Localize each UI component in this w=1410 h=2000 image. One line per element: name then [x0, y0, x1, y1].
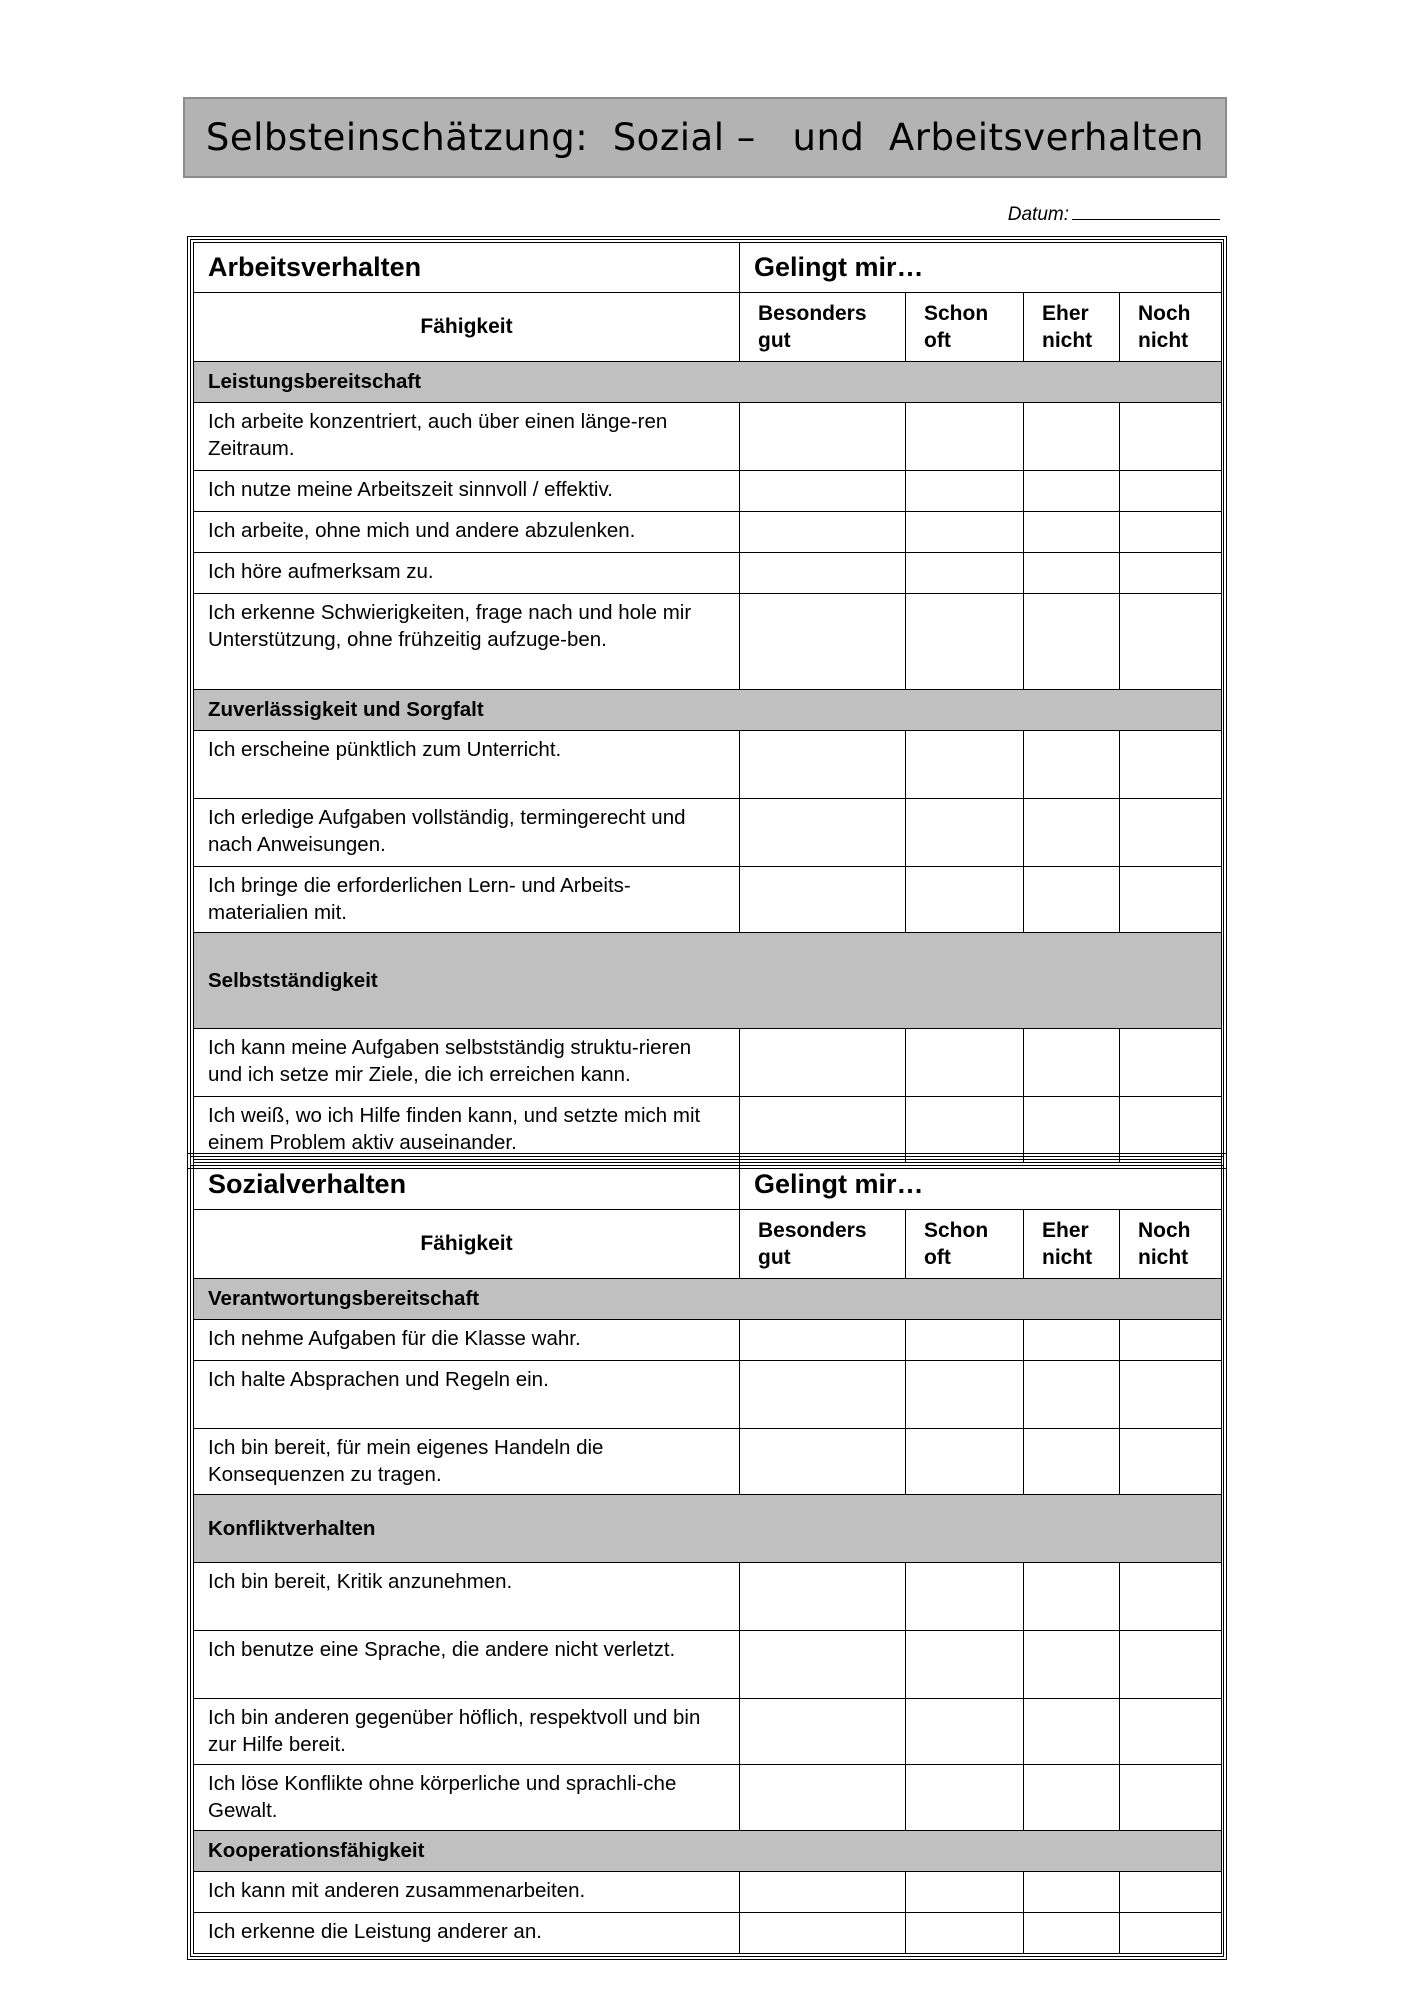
rating-cell[interactable] — [1024, 1563, 1120, 1631]
statement-text: Ich arbeite, ohne mich und andere abzulenken. — [194, 512, 740, 553]
statement-text: Ich kann meine Aufgaben selbstständig struktu-rieren und ich setze mir Ziele, die ich erreichen kann. — [194, 1029, 740, 1097]
rating-cell[interactable] — [1120, 1320, 1222, 1361]
rating-cell[interactable] — [740, 1699, 906, 1765]
category-label: Selbstständigkeit — [194, 933, 1222, 1029]
rating-cell[interactable] — [1024, 553, 1120, 594]
statement-row — [194, 1699, 1222, 1765]
rating-cell[interactable] — [740, 799, 906, 867]
category-row — [194, 362, 1222, 403]
rating-cell[interactable] — [1024, 1765, 1120, 1831]
category-label: Konfliktverhalten — [194, 1495, 1222, 1563]
rating-cell[interactable] — [1024, 799, 1120, 867]
statement-text: Ich nutze meine Arbeitszeit sinnvoll / effektiv. — [194, 471, 740, 512]
statement-text: Ich bin bereit, für mein eigenes Handeln die Konsequenzen zu tragen. — [194, 1429, 740, 1495]
rating-cell[interactable] — [1024, 1631, 1120, 1699]
rating-column-header: Eher nicht — [1024, 1210, 1120, 1279]
rating-cell[interactable] — [906, 1913, 1024, 1954]
rating-cell[interactable] — [906, 1765, 1024, 1831]
statement-text: Ich arbeite konzentriert, auch über einen länge-ren Zeitraum. — [194, 403, 740, 471]
rating-cell[interactable] — [1120, 512, 1222, 553]
rating-cell[interactable] — [906, 1631, 1024, 1699]
rating-cell[interactable] — [906, 1872, 1024, 1913]
rating-cell[interactable] — [906, 471, 1024, 512]
rating-column-header: Schon oft — [906, 1210, 1024, 1279]
rating-cell[interactable] — [906, 403, 1024, 471]
rating-cell[interactable] — [740, 1872, 906, 1913]
rating-cell[interactable] — [906, 594, 1024, 690]
rating-cell[interactable] — [906, 553, 1024, 594]
rating-cell[interactable] — [1024, 1029, 1120, 1097]
rating-cell[interactable] — [1024, 471, 1120, 512]
sozialverhalten-table — [187, 1153, 1227, 1960]
rating-cell[interactable] — [1120, 1361, 1222, 1429]
statement-row — [194, 1029, 1222, 1097]
rating-cell[interactable] — [906, 1563, 1024, 1631]
rating-cell[interactable] — [1120, 1913, 1222, 1954]
date-blank-line[interactable] — [1072, 203, 1220, 220]
rating-cell[interactable] — [740, 471, 906, 512]
rating-cell[interactable] — [1024, 1429, 1120, 1495]
statement-row — [194, 1361, 1222, 1429]
statement-row — [194, 799, 1222, 867]
rating-column-header: Schon oft — [906, 293, 1024, 362]
category-label: Verantwortungsbereitschaft — [194, 1279, 1222, 1320]
rating-cell[interactable] — [1120, 799, 1222, 867]
statement-row — [194, 867, 1222, 933]
rating-cell[interactable] — [740, 403, 906, 471]
rating-cell[interactable] — [906, 1429, 1024, 1495]
statement-text: Ich kann mit anderen zusammenarbeiten. — [194, 1872, 740, 1913]
rating-cell[interactable] — [1024, 1913, 1120, 1954]
rating-cell[interactable] — [740, 512, 906, 553]
statement-row — [194, 1320, 1222, 1361]
rating-cell[interactable] — [1120, 1765, 1222, 1831]
statement-text: Ich höre aufmerksam zu. — [194, 553, 740, 594]
category-label: Zuverlässigkeit und Sorgfalt — [194, 690, 1222, 731]
rating-cell[interactable] — [1120, 1699, 1222, 1765]
section-heading: Sozialverhalten — [194, 1160, 740, 1210]
statement-text: Ich nehme Aufgaben für die Klasse wahr. — [194, 1320, 740, 1361]
column-header-row — [194, 1210, 1222, 1279]
rating-cell[interactable] — [1120, 1631, 1222, 1699]
statement-text: Ich erkenne die Leistung anderer an. — [194, 1913, 740, 1954]
statement-row — [194, 512, 1222, 553]
statement-row — [194, 403, 1222, 471]
rating-cell[interactable] — [740, 731, 906, 799]
rating-cell[interactable] — [1120, 1872, 1222, 1913]
statement-text: Ich erkenne Schwierigkeiten, frage nach und hole mir Unterstützung, ohne frühzeitig aufzuge-ben. — [194, 594, 740, 690]
statement-row — [194, 731, 1222, 799]
rating-cell[interactable] — [1024, 867, 1120, 933]
rating-cell[interactable] — [1024, 403, 1120, 471]
rating-cell[interactable] — [1024, 1320, 1120, 1361]
category-row — [194, 933, 1222, 1029]
statement-row — [194, 1913, 1222, 1954]
statement-text: Ich bin bereit, Kritik anzunehmen. — [194, 1563, 740, 1631]
statement-text: Ich bringe die erforderlichen Lern- und Arbeits-materialien mit. — [194, 867, 740, 933]
rating-cell[interactable] — [1120, 731, 1222, 799]
column-header-row — [194, 293, 1222, 362]
rating-column-header: Noch nicht — [1120, 293, 1222, 362]
rating-column-header: Noch nicht — [1120, 1210, 1222, 1279]
rating-cell[interactable] — [740, 1029, 906, 1097]
category-row — [194, 690, 1222, 731]
rating-cell[interactable] — [906, 867, 1024, 933]
rating-cell[interactable] — [1120, 1429, 1222, 1495]
page-title: Selbsteinschätzung: Sozial – und Arbeitsverhalten — [205, 116, 1205, 159]
rating-cell[interactable] — [1024, 1872, 1120, 1913]
faehigkeit-header: Fähigkeit — [194, 1210, 740, 1279]
rating-cell[interactable] — [1024, 731, 1120, 799]
title-banner — [183, 97, 1227, 178]
rating-cell[interactable] — [740, 594, 906, 690]
rating-cell[interactable] — [906, 1320, 1024, 1361]
arbeitsverhalten-table — [187, 236, 1227, 1169]
rating-cell[interactable] — [740, 1913, 906, 1954]
rating-cell[interactable] — [906, 1361, 1024, 1429]
rating-cell[interactable] — [740, 553, 906, 594]
rating-cell[interactable] — [906, 799, 1024, 867]
rating-cell[interactable] — [1120, 553, 1222, 594]
statement-row — [194, 1765, 1222, 1831]
statement-row — [194, 594, 1222, 690]
statement-row — [194, 1429, 1222, 1495]
rating-column-header: Eher nicht — [1024, 293, 1120, 362]
rating-cell[interactable] — [1024, 1361, 1120, 1429]
rating-cell[interactable] — [740, 1320, 906, 1361]
statement-text: Ich halte Absprachen und Regeln ein. — [194, 1361, 740, 1429]
rating-cell[interactable] — [740, 1361, 906, 1429]
rating-cell[interactable] — [906, 1029, 1024, 1097]
rating-cell[interactable] — [1024, 594, 1120, 690]
rating-cell[interactable] — [906, 512, 1024, 553]
category-row — [194, 1831, 1222, 1872]
category-label: Kooperationsfähigkeit — [194, 1831, 1222, 1872]
rating-cell[interactable] — [1120, 403, 1222, 471]
statement-text: Ich löse Konflikte ohne körperliche und sprachli-che Gewalt. — [194, 1765, 740, 1831]
statement-row — [194, 1563, 1222, 1631]
gelingt-heading: Gelingt mir… — [740, 243, 1222, 293]
rating-cell[interactable] — [740, 1765, 906, 1831]
category-row — [194, 1495, 1222, 1563]
rating-cell[interactable] — [1120, 1029, 1222, 1097]
statement-row — [194, 1872, 1222, 1913]
rating-cell[interactable] — [1120, 867, 1222, 933]
statement-text: Ich weiß, wo ich Hilfe finden kann, und setzte mich mit einem Problem aktiv auseinander. — [194, 1097, 740, 1163]
category-label: Leistungsbereitschaft — [194, 362, 1222, 403]
date-field — [1000, 203, 1220, 226]
heading-row — [194, 1160, 1222, 1210]
statement-text: Ich erscheine pünktlich zum Unterricht. — [194, 731, 740, 799]
section-heading: Arbeitsverhalten — [194, 243, 740, 293]
rating-cell[interactable] — [740, 867, 906, 933]
rating-column-header: Besonders gut — [740, 293, 906, 362]
rating-cell[interactable] — [1024, 512, 1120, 553]
rating-cell[interactable] — [906, 731, 1024, 799]
category-row — [194, 1279, 1222, 1320]
statement-text: Ich bin anderen gegenüber höflich, respektvoll und bin zur Hilfe bereit. — [194, 1699, 740, 1765]
statement-row — [194, 1631, 1222, 1699]
rating-cell[interactable] — [906, 1699, 1024, 1765]
rating-cell[interactable] — [740, 1563, 906, 1631]
rating-cell[interactable] — [1120, 1563, 1222, 1631]
statement-row — [194, 471, 1222, 512]
gelingt-heading: Gelingt mir… — [740, 1160, 1222, 1210]
rating-cell[interactable] — [740, 1631, 906, 1699]
rating-column-header: Besonders gut — [740, 1210, 906, 1279]
statement-row — [194, 553, 1222, 594]
date-label: Datum: — [1007, 204, 1069, 225]
heading-row — [194, 243, 1222, 293]
faehigkeit-header: Fähigkeit — [194, 293, 740, 362]
rating-cell[interactable] — [1120, 471, 1222, 512]
statement-text: Ich erledige Aufgaben vollständig, termingerecht und nach Anweisungen. — [194, 799, 740, 867]
rating-cell[interactable] — [740, 1429, 906, 1495]
rating-cell[interactable] — [1120, 594, 1222, 690]
statement-text: Ich benutze eine Sprache, die andere nicht verletzt. — [194, 1631, 740, 1699]
rating-cell[interactable] — [1024, 1699, 1120, 1765]
